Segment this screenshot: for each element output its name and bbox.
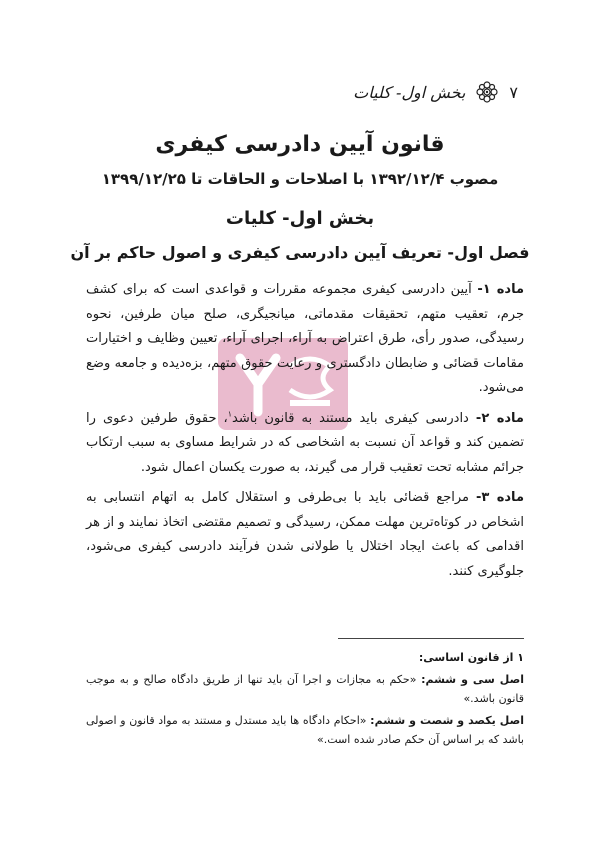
- article-3: [86, 486, 524, 584]
- article-text: مراجع قضائی باید با بی‌طرفی و استقلال کامل به اتهام انتسابی به اشخاص در کوتاه‌ترین مهلت ممکن، رسیدگی و تصمیم مقتضی اتخاذ نمایند و از هر اقدامی که باعث ایجاد اختلال یا طولانی شدن فرآیند دادرسی کیفری می‌شود، جلوگیری کنند.: [86, 490, 524, 579]
- running-header: [88, 78, 518, 106]
- article-2: [86, 407, 524, 481]
- law-approval-date: مصوب ۱۳۹۲/۱۲/۴ با اصلاحات و الحاقات تا ۱۳۹۹/۱۲/۲۵: [101, 170, 499, 188]
- footnote-reference[interactable]: ۱: [227, 409, 233, 419]
- page-number: ۷: [509, 82, 518, 102]
- section-title: بخش اول- کلیات: [225, 208, 375, 229]
- article-text-continued: ، حقوق طرفین دعوی را تضمین کند و قواعد آن نسبت به اشخاصی که در شرایط مساوی به سبب ارتکاب جرائم مشابه تحت تعقیب قرار می گیرند، به صورت یکسان اعمال شود.: [86, 410, 524, 475]
- article-label: ماده ۳-: [476, 490, 524, 505]
- running-title: بخش اول- کلیات: [353, 82, 466, 102]
- article-1: [86, 278, 524, 401]
- articles: [86, 278, 524, 590]
- footnote-heading: ۱ از قانون اساسی:: [418, 651, 524, 664]
- footnote-text: «احکام دادگاه ها باید مستدل و مستند به مواد قانون و اصولی باشد که بر اساس آن حکم صادر شده است.»: [86, 714, 524, 746]
- article-label: ماده ۲-: [475, 410, 524, 426]
- footnote-item: [86, 711, 524, 749]
- article-text: آیین دادرسی کیفری مجموعه مقررات و قواعدی است که برای کشف جرم، تعقیب متهم، تحقیقات مقدماتی، میانجیگری، صلح میان طرفین، نحوه رسیدگی، صدور رأی، طرق اعتراض به آراء، اجرای آراء، تعیین وظایف و اختیارات مقامات قضائی و ضابطان دادگستری و رعایت حقوق متهم، بزه‌دیده و جامعه وضع می‌شود.: [86, 282, 524, 395]
- article-text: دادرسی کیفری باید مستند به قانون باشد: [232, 410, 476, 426]
- footnotes: [86, 648, 524, 752]
- footnote-text: «حکم به مجازات و اجرا آن باید تنها از طریق دادگاه صالح و به موجب قانون باشد.»: [86, 673, 524, 705]
- footnote-divider: [338, 638, 524, 639]
- footnote-label: اصل سی و ششم:: [421, 673, 524, 686]
- chapter-title: فصل اول- تعریف آیین دادرسی کیفری و اصول حاکم بر آن: [70, 243, 530, 262]
- article-label: ماده ۱-: [477, 282, 524, 297]
- page-title: قانون آیین دادرسی کیفری: [155, 132, 445, 157]
- footnote-item: [86, 670, 524, 708]
- floral-ornament-icon: [475, 80, 499, 104]
- footnote-label: اصل یکصد و شصت و ششم:: [370, 714, 524, 727]
